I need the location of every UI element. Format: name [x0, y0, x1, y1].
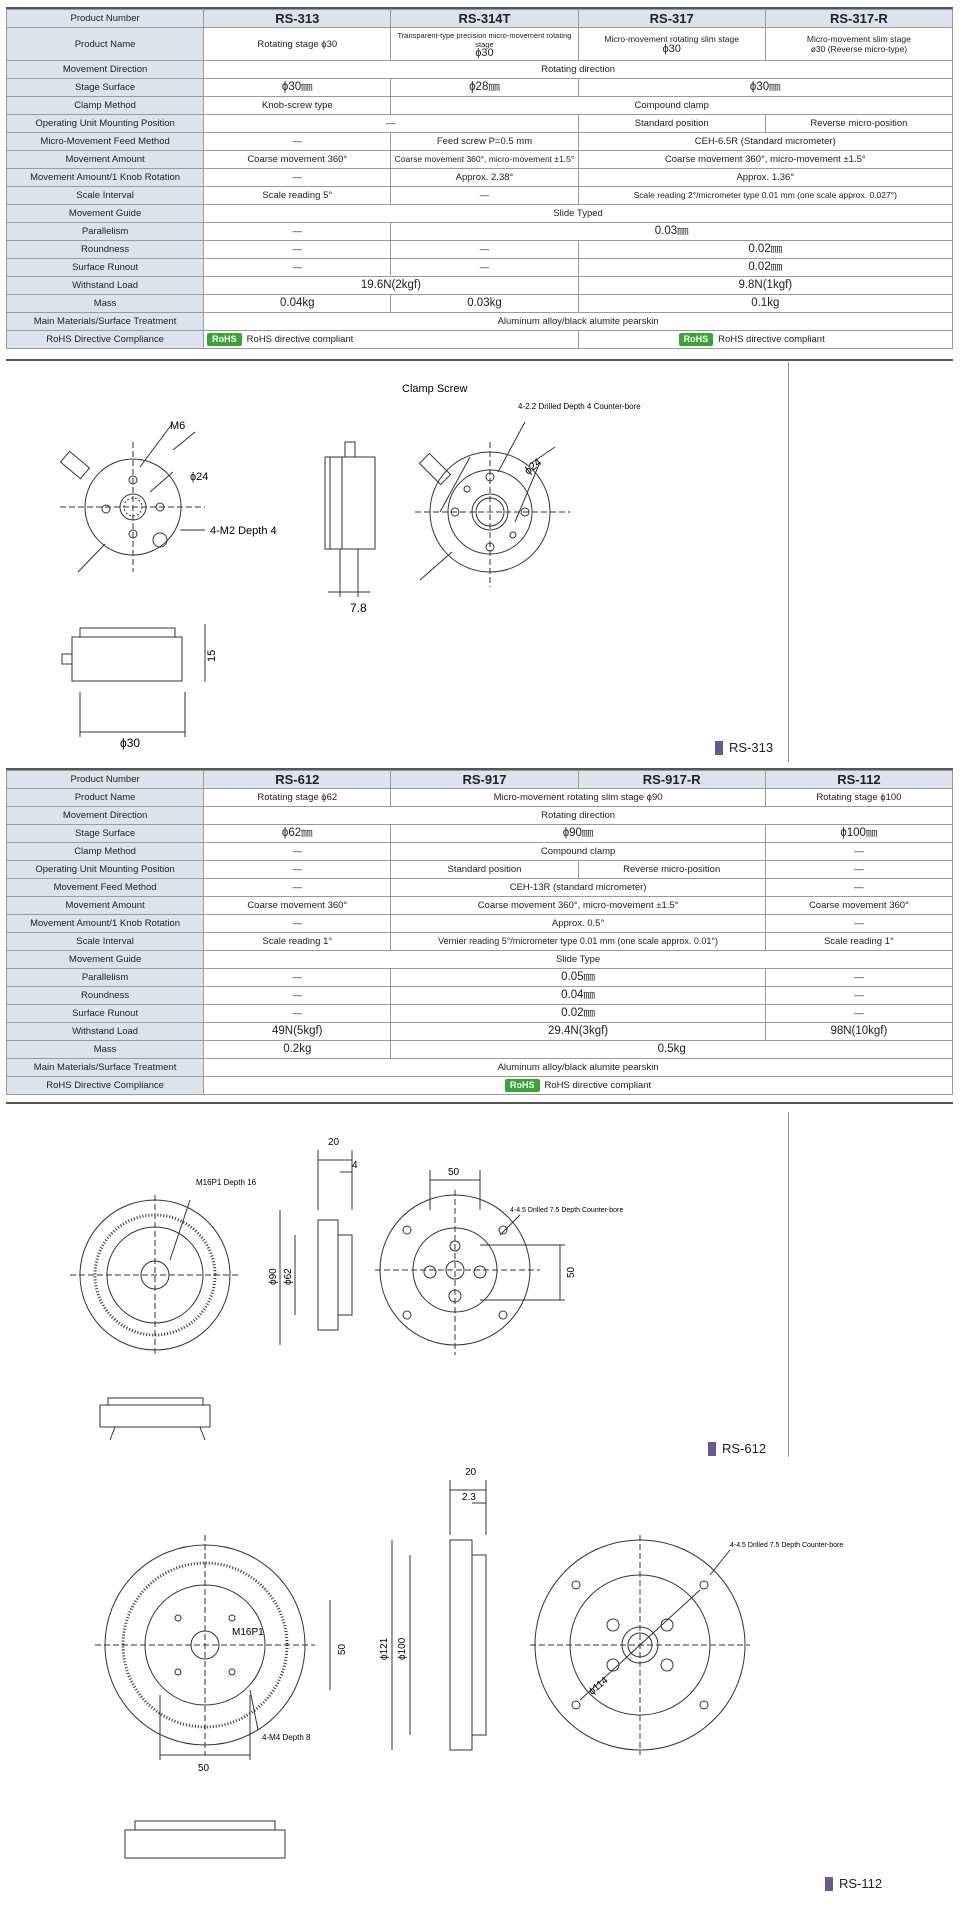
- cell: Vernier reading 5°/micrometer type 0.01 mm (one scale approx. 0.01°): [391, 933, 765, 951]
- row-label: Surface Runout: [7, 1005, 204, 1023]
- dim-15: 15: [206, 649, 218, 662]
- cell: Standard position: [578, 115, 765, 133]
- row-label: Roundness: [7, 241, 204, 259]
- cell: —: [391, 259, 578, 277]
- model-rs313: RS-313: [204, 10, 391, 28]
- cell: —: [204, 969, 391, 987]
- dim-50: 50: [448, 1167, 460, 1178]
- cell: —: [204, 259, 391, 277]
- cell: —: [204, 915, 391, 933]
- row-label: Movement Direction: [7, 807, 204, 825]
- row-label: Micro-Movement Feed Method: [7, 133, 204, 151]
- cell: Reverse micro-position: [765, 115, 952, 133]
- dim-d30: ϕ30: [120, 736, 141, 750]
- caption-marker-icon: [825, 1877, 833, 1891]
- caption-text: RS-112: [839, 1876, 883, 1891]
- cell: ϕ100㎜: [765, 825, 952, 843]
- cell: ϕ62㎜: [204, 825, 391, 843]
- spec-table-rs612: [6, 770, 953, 1095]
- cell: Approx. 2.38°: [391, 169, 578, 187]
- row-label: Clamp Method: [7, 843, 204, 861]
- cell: Coarse movement 360°: [204, 151, 391, 169]
- cell: Rotating stage ϕ100: [765, 789, 952, 807]
- cell: Aluminum alloy/black alumite pearskin: [204, 313, 953, 331]
- cell: —: [391, 187, 578, 205]
- row-label: Operating Unit Mounting Position: [7, 115, 204, 133]
- dim-20: 20: [465, 1467, 477, 1478]
- row-label: Operating Unit Mounting Position: [7, 861, 204, 879]
- row-label: Stage Surface: [7, 825, 204, 843]
- cell: CEH-13R (standard micrometer): [391, 879, 765, 897]
- cell: —: [204, 861, 391, 879]
- cell: 49N(5kgf): [204, 1023, 391, 1041]
- dim-d100: ϕ100: [397, 1637, 408, 1660]
- cell: —: [204, 879, 391, 897]
- row-label: Movement Guide: [7, 205, 204, 223]
- cell: Scale reading 2°/micrometer type 0.01 mm (one scale approx. 0.027°): [578, 187, 952, 205]
- cell: 19.6N(2kgf): [204, 277, 578, 295]
- cell: 0.04㎜: [391, 987, 765, 1005]
- cell: —: [204, 169, 391, 187]
- cell: ϕ90㎜: [391, 825, 765, 843]
- cell: 0.02㎜: [578, 241, 952, 259]
- cell: —: [765, 861, 952, 879]
- cell: 0.05㎜: [391, 969, 765, 987]
- dim-20: 20: [328, 1137, 340, 1148]
- caption-marker-icon: [715, 741, 723, 755]
- rohs-badge: RoHS: [207, 333, 242, 346]
- row-label: Scale Interval: [7, 187, 204, 205]
- row-label: Stage Surface: [7, 79, 204, 97]
- cell: Coarse movement 360°: [765, 897, 952, 915]
- row-label: Withstand Load: [7, 1023, 204, 1041]
- cell: 0.03kg: [391, 295, 578, 313]
- dim-d90: ϕ90: [268, 1268, 279, 1285]
- cell: Scale reading 1°: [765, 933, 952, 951]
- cell: —: [204, 1005, 391, 1023]
- caption-marker-icon: [708, 1442, 716, 1456]
- row-label: RoHS Directive Compliance: [7, 1077, 204, 1095]
- model-rs917r: RS-917-R: [578, 771, 765, 789]
- cell: Rotating stage ϕ62: [204, 789, 391, 807]
- row-label: Movement Amount/1 Knob Rotation: [7, 915, 204, 933]
- cell: —: [204, 843, 391, 861]
- rohs-badge: RoHS: [505, 1079, 540, 1092]
- row-label: Main Materials/Surface Treatment: [7, 313, 204, 331]
- rohs-text: RoHS directive compliant: [544, 1080, 652, 1092]
- dim-4: 4: [352, 1160, 358, 1171]
- dim-50-h: 50: [198, 1763, 210, 1774]
- row-label: Product Name: [7, 789, 204, 807]
- cell: Aluminum alloy/black alumite pearskin: [204, 1059, 953, 1077]
- cell-line: Transparent-type precision micro-movement rotating stage: [397, 30, 572, 49]
- row-label: Movement Amount: [7, 151, 204, 169]
- caption-text: RS-313: [729, 740, 774, 755]
- row-label: Movement Amount: [7, 897, 204, 915]
- clamp-screw-label: Clamp Screw: [402, 383, 468, 395]
- cell-line: Micro-movement rotating slim stage: [604, 34, 739, 44]
- cell: —: [391, 241, 578, 259]
- row-label: Movement Guide: [7, 951, 204, 969]
- rohs-badge: RoHS: [679, 333, 714, 346]
- cell: 98N(10kgf): [765, 1023, 952, 1041]
- cell: [578, 331, 952, 349]
- row-label: Main Materials/Surface Treatment: [7, 1059, 204, 1077]
- cell: 0.02㎜: [578, 259, 952, 277]
- row-label: Mass: [7, 295, 204, 313]
- header-label: Product Number: [7, 771, 204, 789]
- cell: Coarse movement 360°, micro-movement ±1.5°: [578, 151, 952, 169]
- row-label: Withstand Load: [7, 277, 204, 295]
- row-label: Clamp Method: [7, 97, 204, 115]
- cell: —: [765, 969, 952, 987]
- cell: Approx. 1.36°: [578, 169, 952, 187]
- cell: 0.2kg: [204, 1041, 391, 1059]
- row-label: Parallelism: [7, 969, 204, 987]
- row-label: Scale Interval: [7, 933, 204, 951]
- cell: ϕ30㎜: [578, 79, 952, 97]
- cell: Feed screw P=0.5 mm: [391, 133, 578, 151]
- cell: 29.4N(3kgf): [391, 1023, 765, 1041]
- dim-m6: M6: [170, 420, 186, 432]
- cell: Micro-movement rotating slim stage ϕ90: [391, 789, 765, 807]
- cell: ϕ30㎜: [204, 79, 391, 97]
- cell: —: [204, 987, 391, 1005]
- rohs-text: RoHS directive compliant: [246, 334, 354, 346]
- cell: [204, 331, 578, 349]
- table1-bottom-rule: [6, 359, 953, 361]
- cell: —: [204, 241, 391, 259]
- rohs-text: RoHS directive compliant: [718, 334, 825, 346]
- row-label: Product Name: [7, 28, 204, 61]
- dim-m2: 4-M2 Depth 4: [210, 525, 277, 537]
- drawing-rs112: [0, 1455, 974, 1895]
- cell: [578, 28, 765, 61]
- header-label: Product Number: [7, 10, 204, 28]
- cell: —: [765, 915, 952, 933]
- dim-50-v: 50: [337, 1643, 348, 1655]
- cell: —: [204, 115, 578, 133]
- dim-d62: ϕ62: [283, 1268, 294, 1285]
- caption-rs313: [715, 740, 773, 755]
- cell: Slide Typed: [204, 205, 953, 223]
- m4-label: 4-M4 Depth 8: [262, 1733, 311, 1742]
- table2-bottom-rule: [6, 1102, 953, 1104]
- caption-rs612: [708, 1441, 766, 1456]
- caption-text: RS-612: [722, 1441, 767, 1456]
- cell: Rotating stage ϕ30: [204, 28, 391, 61]
- counterbore-label: 4-4.5 Drilled 7.5 Depth Counter-bore: [730, 1542, 844, 1549]
- cell: 0.03㎜: [391, 223, 953, 241]
- cell: Compound clamp: [391, 97, 953, 115]
- cell-line: ϕ30: [475, 46, 494, 59]
- cell: Slide Type: [204, 951, 953, 969]
- cell: 0.5kg: [391, 1041, 953, 1059]
- m16-label: M16P1: [232, 1627, 264, 1638]
- cell: Rotating direction: [204, 61, 953, 79]
- cell: ϕ28㎜: [391, 79, 578, 97]
- cell-line: Micro-movement slim stage: [806, 34, 911, 44]
- row-label: Movement Direction: [7, 61, 204, 79]
- model-rs317: RS-317: [578, 10, 765, 28]
- cell: CEH-6.5R (Standard micrometer): [578, 133, 952, 151]
- cell: Compound clamp: [391, 843, 765, 861]
- model-rs612: RS-612: [204, 771, 391, 789]
- cell: Standard position: [391, 861, 578, 879]
- cell: —: [765, 987, 952, 1005]
- row-label: Movement Amount/1 Knob Rotation: [7, 169, 204, 187]
- cell: —: [765, 879, 952, 897]
- cell-line: ϕ30: [662, 43, 681, 55]
- dim-d24: ϕ24: [190, 471, 209, 483]
- cell: —: [204, 223, 391, 241]
- dim-78: 7.8: [350, 601, 367, 615]
- cell: [391, 28, 578, 61]
- dim-d114: ϕ114: [586, 1675, 611, 1698]
- cell: —: [765, 843, 952, 861]
- dim-23: 2.3: [462, 1492, 476, 1503]
- cell-line: ø30 (Reverse micro-type): [810, 44, 908, 54]
- cell: —: [204, 133, 391, 151]
- dim-50-v: 50: [566, 1266, 577, 1278]
- drawing-rs313: [0, 362, 790, 762]
- row-label: RoHS Directive Compliance: [7, 331, 204, 349]
- cell: 0.1kg: [578, 295, 952, 313]
- model-rs112: RS-112: [765, 771, 952, 789]
- row-label: Movement Feed Method: [7, 879, 204, 897]
- cell: Coarse movement 360°, micro-movement ±1.5°: [391, 897, 765, 915]
- cell: 0.02㎜: [391, 1005, 765, 1023]
- row-label: Parallelism: [7, 223, 204, 241]
- model-rs314t: RS-314T: [391, 10, 578, 28]
- cell: Scale reading 1°: [204, 933, 391, 951]
- row-label: Roundness: [7, 987, 204, 1005]
- model-rs317r: RS-317-R: [765, 10, 952, 28]
- cell: Knob-screw type: [204, 97, 391, 115]
- caption-rs112: [825, 1876, 882, 1891]
- cell: 0.04kg: [204, 295, 391, 313]
- row-label: Mass: [7, 1041, 204, 1059]
- cell: Coarse movement 360°, micro-movement ±1.5°: [391, 151, 578, 169]
- model-rs917: RS-917: [391, 771, 578, 789]
- dim-d121: ϕ121: [379, 1637, 390, 1660]
- dim-d24b: ϕ24: [522, 456, 545, 478]
- cell: [204, 1077, 953, 1095]
- m16-label: M16P1 Depth 16: [196, 1178, 257, 1187]
- counterbore-label: 4-4.5 Drilled 7.5 Depth Counter-bore: [510, 1207, 624, 1214]
- cell: Coarse movement 360°: [204, 897, 391, 915]
- cell: Reverse micro-position: [578, 861, 765, 879]
- cell: Scale reading 5°: [204, 187, 391, 205]
- cell: —: [765, 1005, 952, 1023]
- spec-table-rs313: [6, 9, 953, 349]
- row-label: Surface Runout: [7, 259, 204, 277]
- cell: Approx. 0.5°: [391, 915, 765, 933]
- cell: Rotating direction: [204, 807, 953, 825]
- drawing-rs612: [0, 1110, 790, 1470]
- cell: [765, 28, 952, 61]
- counterbore-label: 4-2.2 Drilled Depth 4 Counter-bore: [518, 402, 641, 411]
- cell: 9.8N(1kgf): [578, 277, 952, 295]
